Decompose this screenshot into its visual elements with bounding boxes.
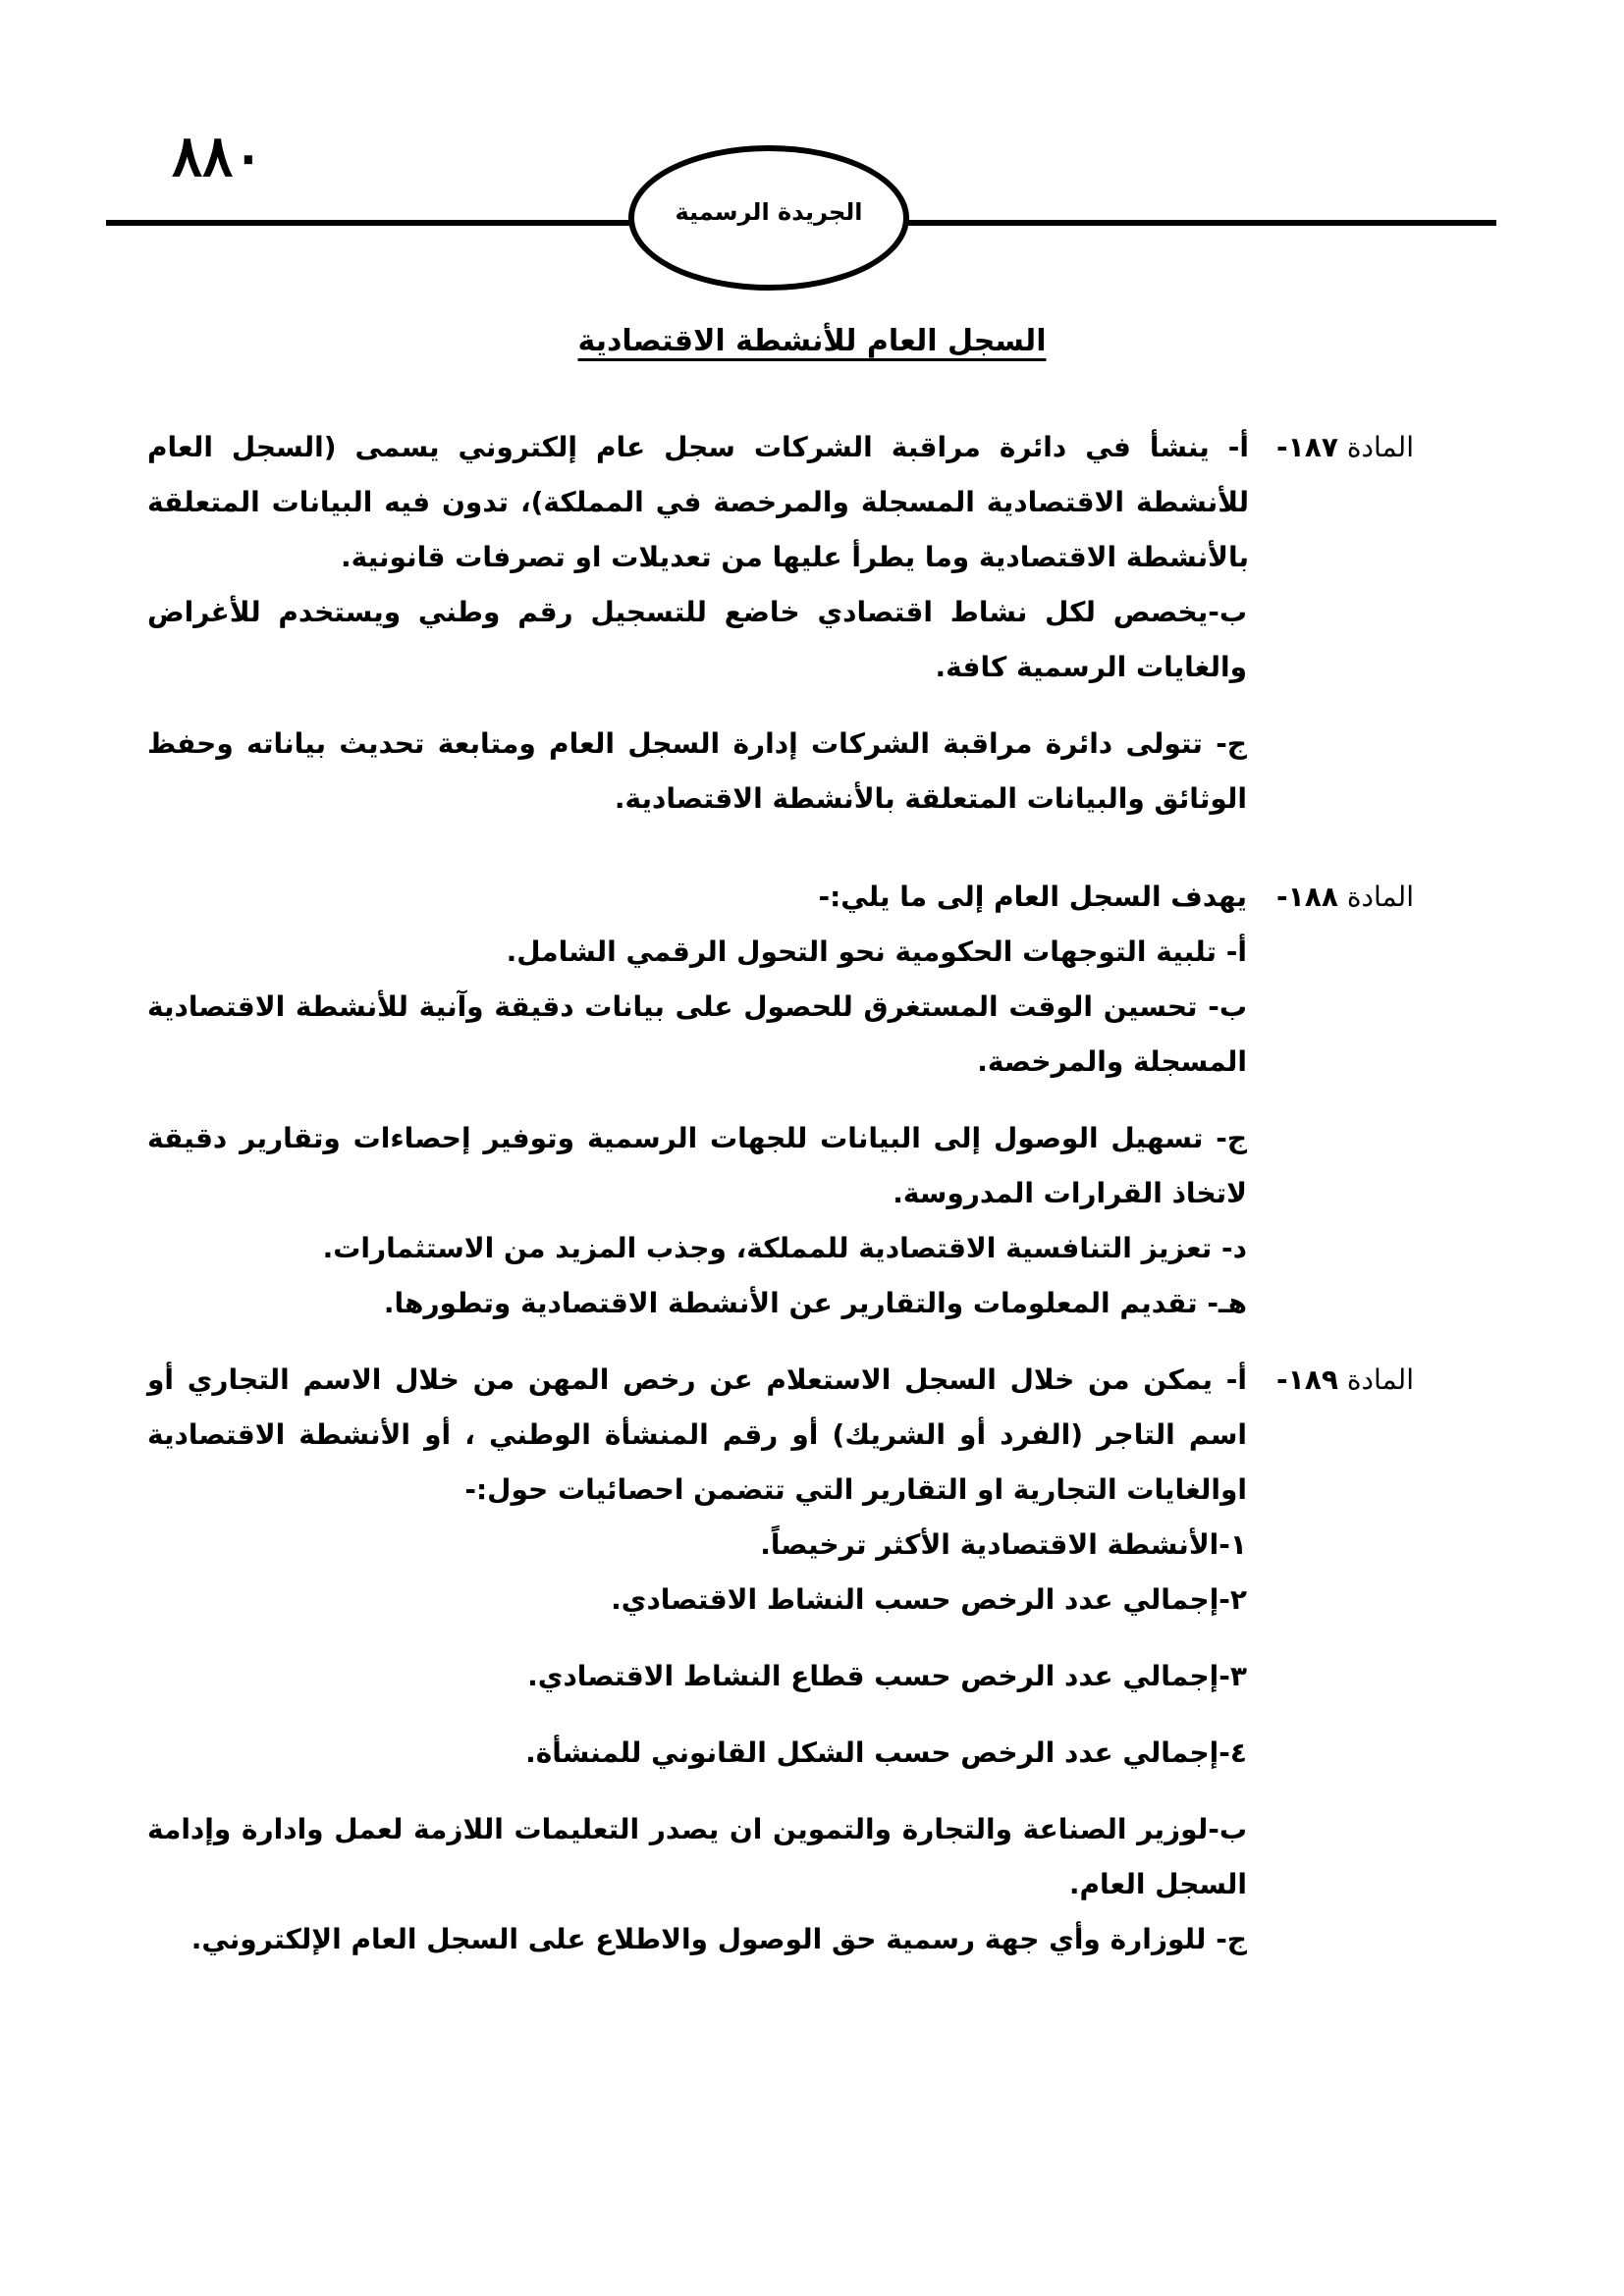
- article-number: ١٨٨-: [1276, 881, 1338, 913]
- article-label: [1247, 870, 1414, 925]
- article-label-word: المادة: [1346, 431, 1414, 463]
- article-label: [1247, 420, 1414, 475]
- clause-e: هـ- تقديم المعلومات والتقارير عن الأنشطة الاقتصادية وتطورها.: [383, 1287, 1247, 1319]
- masthead-oval: [628, 145, 909, 291]
- list-item-3: ٣-إجمالي عدد الرخص حسب قطاع النشاط الاقتصادي.: [527, 1660, 1247, 1692]
- list-item-1: ١-الأنشطة الاقتصادية الأكثر ترخيصاً.: [760, 1528, 1247, 1561]
- article-label: [1247, 1353, 1414, 1408]
- article-label-word: المادة: [1346, 881, 1414, 913]
- article-intro: يهدف السجل العام إلى ما يلي:-: [818, 881, 1247, 913]
- clause-b: ب- تحسين الوقت المستغرق للحصول على بيانات دقيقة وآنية للأنشطة الاقتصادية المسجلة والمرخصة.: [147, 990, 1247, 1078]
- article-number: ١٨٩-: [1276, 1363, 1338, 1396]
- clause-c: ج- تسهيل الوصول إلى البيانات للجهات الرسمية وتوفير إحصاءات وتقارير دقيقة لاتخاذ القرارات المدروسة.: [147, 1122, 1247, 1209]
- article-number: ١٨٧-: [1276, 431, 1338, 463]
- clause-a: أ- ينشأ في دائرة مراقبة الشركات سجل عام إلكتروني يسمى (السجل العام للأنشطة الاقتصادية المسجلة والمرخصة في المملكة)، تدون فيه البيانات المتعلقة بالأنشطة الاقتصادية وما يطرأ عليها من تعديلات او تصرفات قانونية.: [147, 431, 1249, 573]
- clause-c: ج- تتولى دائرة مراقبة الشركات إدارة السجل العام ومتابعة تحديث بياناته وحفظ الوثائق والبيانات المتعلقة بالأنشطة الاقتصادية.: [147, 727, 1247, 815]
- section-title: [0, 324, 1624, 358]
- document-body: [147, 420, 1414, 1967]
- article-content: [147, 1353, 1247, 1967]
- article-189: [147, 1353, 1414, 1967]
- masthead-title: الجريدة الرسمية: [675, 198, 863, 226]
- clause-a: أ- تلبية التوجهات الحكومية نحو التحول الرقمي الشامل.: [506, 935, 1247, 968]
- page-number: ٨٨٠: [172, 123, 264, 189]
- article-188: [147, 870, 1414, 1331]
- clause-b: ب-يخصص لكل نشاط اقتصادي خاضع للتسجيل رقم وطني ويستخدم للأغراض والغايات الرسمية كافة.: [147, 596, 1247, 683]
- article-content: [147, 420, 1247, 827]
- article-content: [147, 870, 1247, 1331]
- clause-c: ج- للوزارة وأي جهة رسمية حق الوصول والاطلاع على السجل العام الإلكتروني.: [190, 1923, 1247, 1955]
- article-187: [147, 420, 1414, 827]
- article-label-word: المادة: [1346, 1363, 1414, 1396]
- list-item-4: ٤-إجمالي عدد الرخص حسب الشكل القانوني للمنشأة.: [525, 1736, 1247, 1769]
- clause-a: أ- يمكن من خلال السجل الاستعلام عن رخص المهن من خلال الاسم التجاري أو اسم التاجر (الفرد أو الشريك) أو رقم المنشأة الوطني ، أو الأنشطة الاقتصادية اوالغايات التجارية او التقارير التي تتضمن احصائيات حول:-: [147, 1363, 1247, 1506]
- clause-b: ب-لوزير الصناعة والتجارة والتموين ان يصدر التعليمات اللازمة لعمل وادارة وإدامة السجل العام.: [147, 1813, 1247, 1900]
- clause-d: د- تعزيز التنافسية الاقتصادية للمملكة، وجذب المزيد من الاستثمارات.: [322, 1232, 1247, 1264]
- section-title-text: السجل العام للأنشطة الاقتصادية: [577, 324, 1047, 358]
- list-item-2: ٢-إجمالي عدد الرخص حسب النشاط الاقتصادي.: [611, 1583, 1247, 1616]
